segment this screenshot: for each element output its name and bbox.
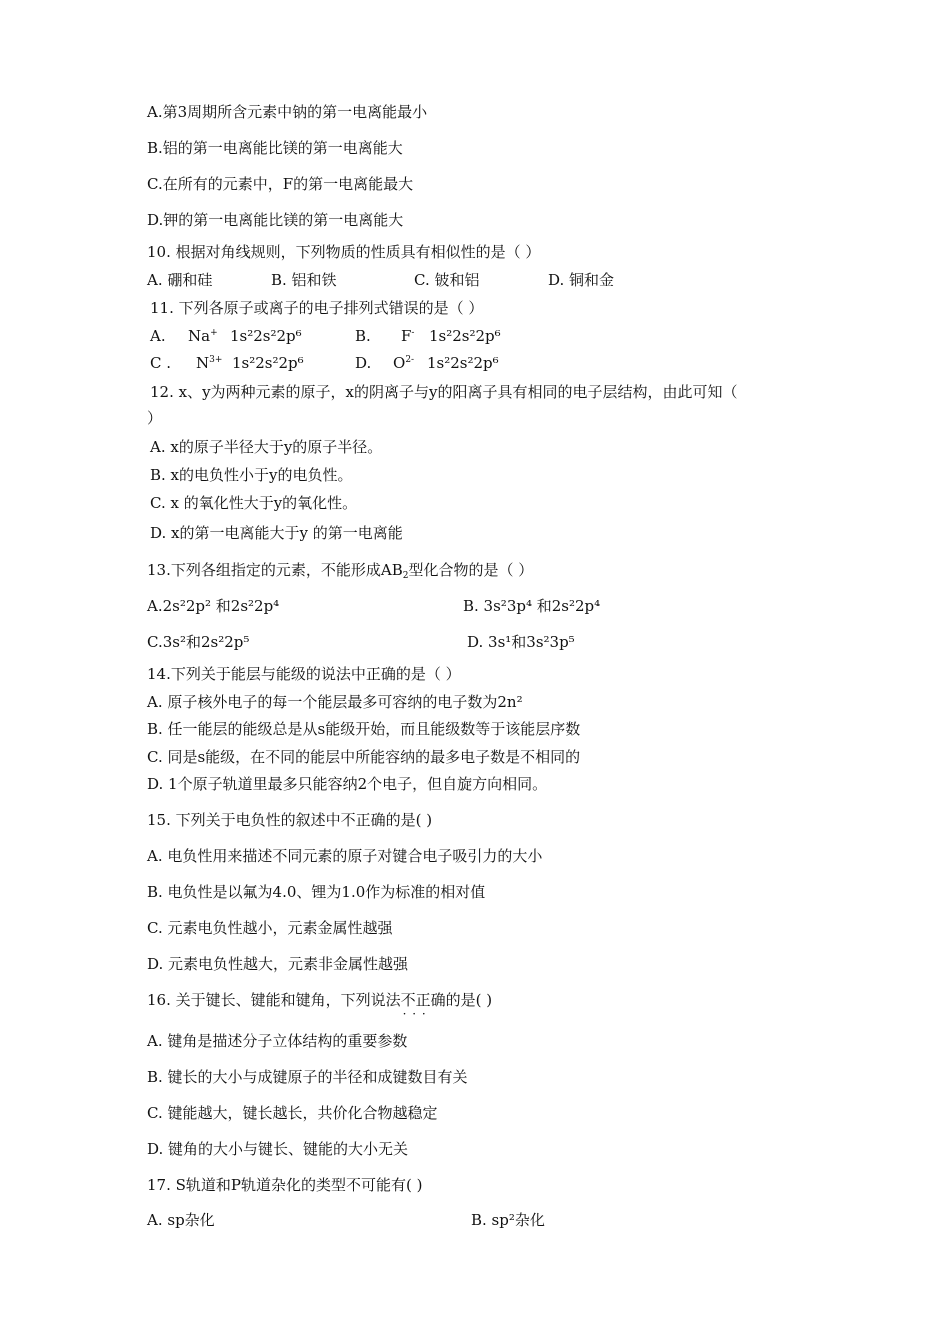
q12-stem-cont: ） [147, 409, 163, 427]
q11-b-label: B. [355, 327, 371, 345]
q15-option-d: D. 元素电负性越大，元素非金属性越强 [147, 955, 409, 973]
q11-c-label: C . [150, 354, 172, 372]
q16-option-b: B. 键长的大小与成键原子的半径和成键数目有关 [147, 1068, 468, 1086]
q16-option-d: D. 键角的大小与键长、键能的大小无关 [147, 1140, 409, 1158]
q11-d-label: D. [355, 354, 372, 372]
q11-b-config: 1s²2s²2p⁶ [429, 327, 501, 345]
q15-option-b: B. 电负性是以氟为4.0、锂为1.0作为标准的相对值 [147, 883, 486, 901]
q16-option-a: A. 键角是描述分子立体结构的重要参数 [147, 1032, 408, 1050]
q11-b-ion: F- [401, 327, 415, 345]
q15-option-a: A. 电负性用来描述不同元素的原子对键合电子吸引力的大小 [147, 847, 543, 865]
q11-option-d [355, 353, 499, 373]
q12-stem: 12. x、y为两种元素的原子，x的阴离子与y的阳离子具有相同的电子层结构，由此可知（ [150, 383, 738, 401]
q14-stem: 14.下列关于能层与能级的说法中正确的是（ ） [147, 665, 461, 683]
q12-option-a: A. x的原子半径大于y的原子半径。 [150, 438, 383, 456]
q11-a-ion: Na+ [188, 327, 218, 345]
emphasis-dots: 不正确 · · · [401, 991, 446, 1009]
q14-option-b: B. 任一能层的能级总是从s能级开始，而且能级数等于该能层序数 [147, 720, 581, 738]
q11-c-ion: $N^{3+}$ [196, 354, 223, 372]
q9-option-d: D.钾的第一电离能比镁的第一电离能大 [147, 211, 404, 229]
q9-option-c: C.在所有的元素中，F的第一电离能最大 [147, 175, 414, 193]
q12-option-b: B. x的电负性小于y的电负性。 [150, 466, 353, 484]
q11-d-ion: $O^{2-}$ [393, 354, 415, 372]
q15-stem: 15. 下列关于电负性的叙述中不正确的是( ) [147, 811, 433, 829]
q16-stem: 16. 关于键长、键能和键角，下列说法不正确 · · ·的是( ) [147, 990, 492, 1010]
q13-stem: 13.下列各组指定的元素，不能形成$AB_2$型化合物的是（ ） [147, 561, 534, 581]
q11-option-c [150, 353, 304, 373]
q11-d-config: 1s²2s²2p⁶ [427, 354, 499, 372]
q11-option-b [355, 326, 501, 346]
q13-option-b: B. 3s²3p⁴ 和2s²2p⁴ [463, 597, 601, 615]
q10-option-d: D. 铜和金 [548, 271, 615, 289]
q9-option-b: B.铝的第一电离能比镁的第一电离能大 [147, 139, 403, 157]
q13-option-a: A.2s²2p² 和2s²2p⁴ [147, 597, 280, 615]
q17-stem: 17. S轨道和P轨道杂化的类型不可能有( ) [147, 1176, 423, 1194]
q13-option-c: C.3s²和2s²2p⁵ [147, 633, 250, 651]
q14-option-a: A. 原子核外电子的每一个能层最多可容纳的电子数为2n² [147, 693, 523, 711]
q14-option-d: D. 1个原子轨道里最多只能容纳2个电子，但自旋方向相同。 [147, 775, 548, 793]
q11-c-config: 1s²2s²2p⁶ [232, 354, 304, 372]
q10-option-b: B. 铝和铁 [271, 271, 337, 289]
q14-option-c: C. 同是s能级，在不同的能层中所能容纳的最多电子数是不相同的 [147, 748, 581, 766]
q12-option-d: D. x的第一电离能大于y 的第一电离能 [150, 524, 403, 542]
q15-option-c: C. 元素电负性越小，元素金属性越强 [147, 919, 393, 937]
q11-stem: 11. 下列各原子或离子的电子排列式错误的是（ ） [150, 299, 484, 317]
q17-option-b: B. sp²杂化 [471, 1211, 545, 1229]
q10-option-a: A. 硼和硅 [147, 271, 213, 289]
q11-a-config: 1s²2s²2p⁶ [230, 327, 302, 345]
q16-option-c: C. 键能越大，键长越长，共价化合物越稳定 [147, 1104, 438, 1122]
q10-option-c: C. 铍和铝 [414, 271, 480, 289]
q11-a-label: A. [150, 327, 166, 345]
q13-option-d: D. 3s¹和3s²3p⁵ [467, 633, 575, 651]
q11-option-a [150, 326, 302, 346]
q9-option-a: A.第3周期所含元素中钠的第一电离能最小 [147, 103, 428, 121]
q17-option-a: A. sp杂化 [147, 1211, 215, 1229]
q10-stem: 10. 根据对角线规则，下列物质的性质具有相似性的是（ ） [147, 243, 541, 261]
q12-option-c: C. x 的氧化性大于y的氧化性。 [150, 494, 358, 512]
